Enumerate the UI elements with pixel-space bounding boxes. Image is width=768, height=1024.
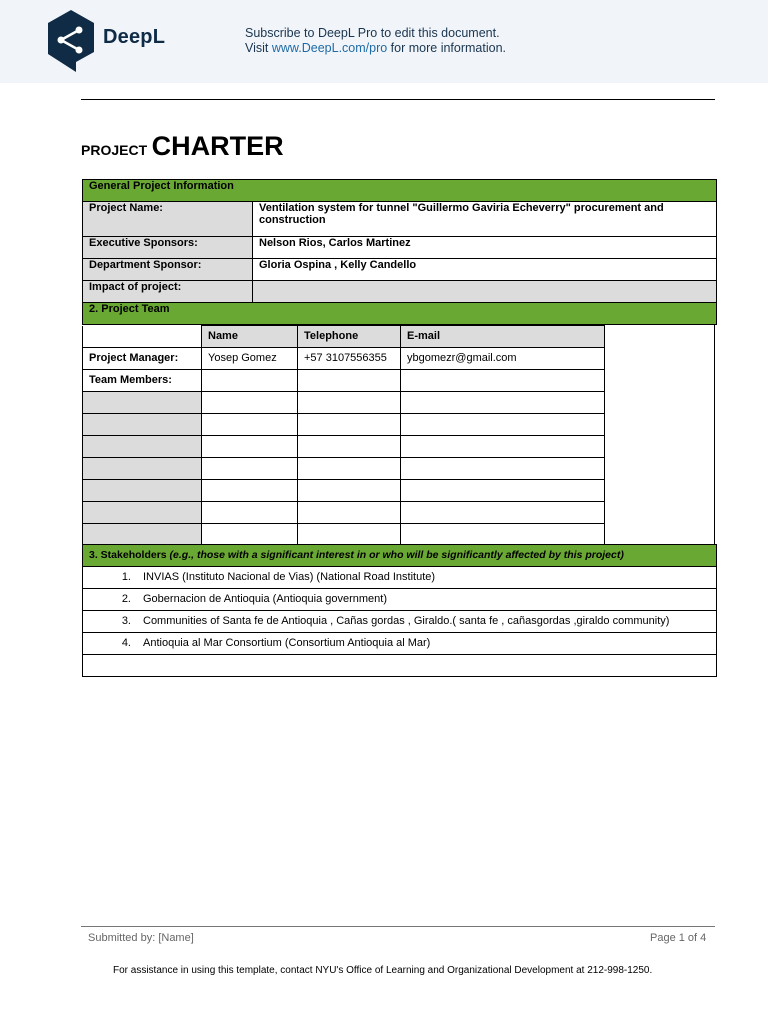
member-cell <box>202 458 298 480</box>
stakeholder-item <box>83 633 717 655</box>
member-row-label <box>83 436 202 458</box>
member-cell <box>298 458 401 480</box>
department-sponsor-value: Gloria Ospina , Kelly Candello <box>253 259 717 281</box>
project-team-header: 2. Project Team <box>83 303 717 325</box>
project-manager-name: Yosep Gomez <box>202 348 298 370</box>
general-info-table <box>82 179 717 325</box>
visit-line <box>245 41 506 56</box>
member-row-label <box>83 392 202 414</box>
col-telephone-header: Telephone <box>298 326 401 348</box>
member-cell <box>202 392 298 414</box>
deepl-banner <box>0 0 768 83</box>
member-cell <box>298 414 401 436</box>
member-row-label <box>83 458 202 480</box>
stakeholder-text: Communities of Santa fe de Antioquia , Cañas gordas , Giraldo.( santa fe , cañasgordas ,giraldo community) <box>143 615 670 627</box>
footer-rule <box>81 926 715 927</box>
impact-value <box>253 281 717 303</box>
executive-sponsors-value: Nelson Rios, Carlos Martinez <box>253 237 717 259</box>
member-row-label <box>83 502 202 524</box>
member-row-label <box>83 414 202 436</box>
member-cell <box>202 524 298 545</box>
visit-suffix: for more information. <box>387 41 506 55</box>
project-manager-email: ybgomezr@gmail.com <box>401 348 605 370</box>
project-name-label: Project Name: <box>83 202 253 237</box>
stakeholders-header <box>83 545 717 567</box>
stakeholder-number: 2. <box>121 593 131 605</box>
title-charter: CHARTER <box>151 131 284 161</box>
department-sponsor-label: Department Sponsor: <box>83 259 253 281</box>
stakeholder-item <box>83 611 717 633</box>
member-cell <box>401 524 605 545</box>
member-cell <box>401 502 605 524</box>
team-side-margin <box>603 325 715 544</box>
executive-sponsors-label: Executive Sponsors: <box>83 237 253 259</box>
member-cell <box>401 414 605 436</box>
project-name-value: Ventilation system for tunnel "Guillermo Gaviria Echeverry" procurement and construction <box>253 202 717 237</box>
stakeholder-text: Gobernacion de Antioquia (Antioquia government) <box>143 593 387 605</box>
member-cell <box>202 370 298 392</box>
deepl-pro-link[interactable]: www.DeepL.com/pro <box>271 41 388 55</box>
member-cell <box>298 370 401 392</box>
member-cell <box>298 392 401 414</box>
stakeholder-text: Antioquia al Mar Consortium (Consortium Antioquia al Mar) <box>143 637 431 649</box>
member-cell <box>401 370 605 392</box>
project-team-table <box>82 325 605 545</box>
stakeholder-number: 4. <box>121 637 131 649</box>
team-corner-cell <box>83 326 202 348</box>
general-info-header: General Project Information <box>83 180 717 202</box>
assistance-note: For assistance in using this template, contact NYU's Office of Learning and Organizational Development at 212-998-1250. <box>113 965 653 976</box>
member-cell <box>401 392 605 414</box>
member-row-label <box>83 524 202 545</box>
member-row-label <box>83 480 202 502</box>
project-manager-label: Project Manager: <box>83 348 202 370</box>
impact-label: Impact of project: <box>83 281 253 303</box>
project-manager-phone: +57 3107556355 <box>298 348 401 370</box>
member-cell <box>202 502 298 524</box>
col-name-header: Name <box>202 326 298 348</box>
stakeholder-text: INVIAS (Instituto Nacional de Vias) (National Road Institute) <box>143 571 436 583</box>
col-email-header: E-mail <box>401 326 605 348</box>
stakeholder-number: 1. <box>121 571 131 583</box>
stakeholder-item <box>83 567 717 589</box>
stakeholders-table <box>82 544 717 677</box>
visit-prefix: Visit <box>245 41 272 55</box>
stakeholder-empty-row <box>83 655 717 677</box>
member-cell <box>298 436 401 458</box>
stakeholders-title: 3. Stakeholders <box>89 549 167 561</box>
submitted-by: Submitted by: [Name] <box>88 932 194 944</box>
stakeholder-item <box>83 589 717 611</box>
stakeholders-note: (e.g., those with a significant interest in or who will be significantly affected by this project) <box>169 549 624 561</box>
member-cell <box>401 458 605 480</box>
deepl-brand-name: DeepL <box>103 26 166 48</box>
header-rule <box>81 99 715 100</box>
team-members-label: Team Members: <box>83 370 202 392</box>
stakeholder-number: 3. <box>121 615 131 627</box>
title-project: PROJECT <box>81 142 148 158</box>
member-cell <box>298 524 401 545</box>
member-cell <box>401 480 605 502</box>
member-cell <box>202 436 298 458</box>
member-cell <box>401 436 605 458</box>
deepl-subscribe-message <box>245 26 506 56</box>
member-cell <box>298 502 401 524</box>
page-number: Page 1 of 4 <box>650 932 707 944</box>
subscribe-line: Subscribe to DeepL Pro to edit this document. <box>245 26 500 40</box>
page-title <box>81 131 284 162</box>
member-cell <box>202 414 298 436</box>
deepl-logo-icon <box>46 10 96 72</box>
member-cell <box>298 480 401 502</box>
member-cell <box>202 480 298 502</box>
